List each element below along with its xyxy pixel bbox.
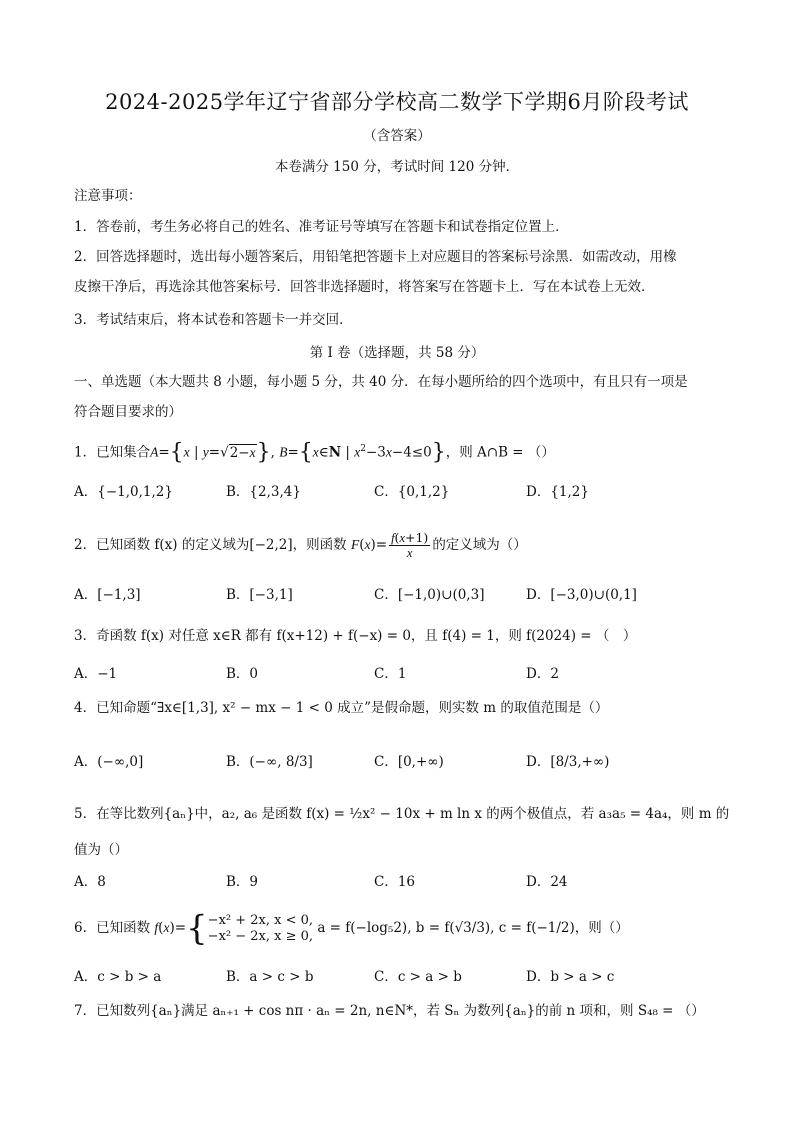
part-heading: 一、单选题（本大题共 8 小题，每小题 5 分，共 40 分．在每小题所给的四个选项中，有且只有一项是 xyxy=(74,374,688,390)
option-b: B．a > c > b xyxy=(226,969,314,985)
section-heading: 第 I 卷（选择题，共 58 分） xyxy=(309,345,485,361)
option-d: D．b > a > c xyxy=(526,969,615,985)
option-a: A．−1 xyxy=(74,666,118,682)
question-2-options xyxy=(74,584,724,614)
notes-heading: 注意事项： xyxy=(74,188,142,204)
question-5-stem-cont: 值为（） xyxy=(74,842,128,858)
note-item: 皮擦干净后，再选涂其他答案标号．回答非选择题时，将答案写在答题卡上．写在本试卷上无效． xyxy=(74,279,655,295)
option-c: C．[0,+∞) xyxy=(374,754,444,770)
option-b: B．9 xyxy=(226,874,259,890)
question-6-stem: 6．已知函数 f(x)={ −x² + 2x, x < 0, −x² − 2x, x ≥ 0, a = f(−log₅2), b = f(√3/3), c = f(−1/2)，则（） xyxy=(74,908,629,949)
question-6-options xyxy=(74,966,724,996)
piecewise-function: −x² + 2x, x < 0, −x² − 2x, x ≥ 0, xyxy=(207,912,314,944)
option-a: A．[−1,3] xyxy=(74,587,141,603)
question-4-stem: 4．已知命题“∃x∈[1,3], x² − mx − 1 < 0 成立”是假命题，则实数 m 的取值范围是（） xyxy=(74,700,609,716)
option-a: A．8 xyxy=(74,874,106,890)
option-d: D．[8/3,+∞) xyxy=(526,754,610,770)
option-b: B．(−∞, 8/3] xyxy=(226,754,313,770)
subtitle: （含答案） xyxy=(363,128,431,144)
question-2-stem: 2．已知函数 f(x) 的定义域为[−2,2]，则函数 F(x)= $\frac{f(x+1)}{x}$ 的定义域为（） xyxy=(74,530,527,560)
question-1-stem: 1．已知集合A={x | y=√2−x}, B={x∈N | $x^2-3x-4\le 0$}，则 A∩B = （） xyxy=(74,440,555,465)
option-a: A．{−1,0,1,2} xyxy=(74,484,173,500)
note-item: 2．回答选择题时，选出每小题答案后，用铅笔把答题卡上对应题目的答案标号涂黑．如需改动，用橡 xyxy=(74,249,677,265)
question-5-stem: 5．在等比数列{aₙ}中，a₂, a₆ 是函数 f(x) = ½x² − 10x + m ln x 的两个极值点，若 a₃a₅ = 4a₄，则 m 的 xyxy=(74,806,730,822)
set-b: B xyxy=(279,444,288,460)
exam-info: 本卷满分 150 分，考试时间 120 分钟． xyxy=(274,159,520,175)
option-d: D．2 xyxy=(526,666,559,682)
option-c: C．16 xyxy=(374,874,416,890)
set-a: A xyxy=(150,444,159,460)
question-7-stem: 7．已知数列{aₙ}满足 aₙ₊₁ + cos nπ · aₙ = 2n, n∈N*，若 Sₙ 为数列{aₙ}的前 n 项和，则 S₄₈ = （） xyxy=(74,1003,705,1019)
question-1-options xyxy=(74,481,724,511)
option-c: C．1 xyxy=(374,666,407,682)
option-a: A．c > b > a xyxy=(74,969,162,985)
question-4-options xyxy=(74,751,724,781)
option-c: C．c > a > b xyxy=(374,969,462,985)
part-heading: 符合题目要求的） xyxy=(74,404,182,420)
note-item: 3．考试结束后，将本试卷和答题卡一并交回． xyxy=(74,312,353,328)
option-a: A．(−∞,0] xyxy=(74,754,144,770)
fraction: $\frac{f(x+1)}{x}$ xyxy=(391,530,429,560)
question-3-options xyxy=(74,663,724,693)
option-d: D．{1,2} xyxy=(526,484,589,500)
page-title: 2024-2025学年辽宁省部分学校高二数学下学期6月阶段考试 xyxy=(105,90,689,114)
note-item: 1．答卷前，考生务必将自己的姓名、准考证号等填写在答题卡和试卷指定位置上． xyxy=(74,219,569,235)
question-3-stem: 3．奇函数 f(x) 对任意 x∈R 都有 f(x+12) + f(−x) = 0，且 f(4) = 1，则 f(2024) = （ ） xyxy=(74,628,637,644)
option-b: B．{2,3,4} xyxy=(226,484,301,500)
option-c: C．{0,1,2} xyxy=(374,484,450,500)
question-5-options xyxy=(74,871,724,901)
option-b: B．0 xyxy=(226,666,259,682)
option-d: D．[−3,0)∪(0,1] xyxy=(526,587,637,603)
option-c: C．[−1,0)∪(0,3] xyxy=(374,587,485,603)
option-b: B．[−3,1] xyxy=(226,587,293,603)
option-d: D．24 xyxy=(526,874,568,890)
